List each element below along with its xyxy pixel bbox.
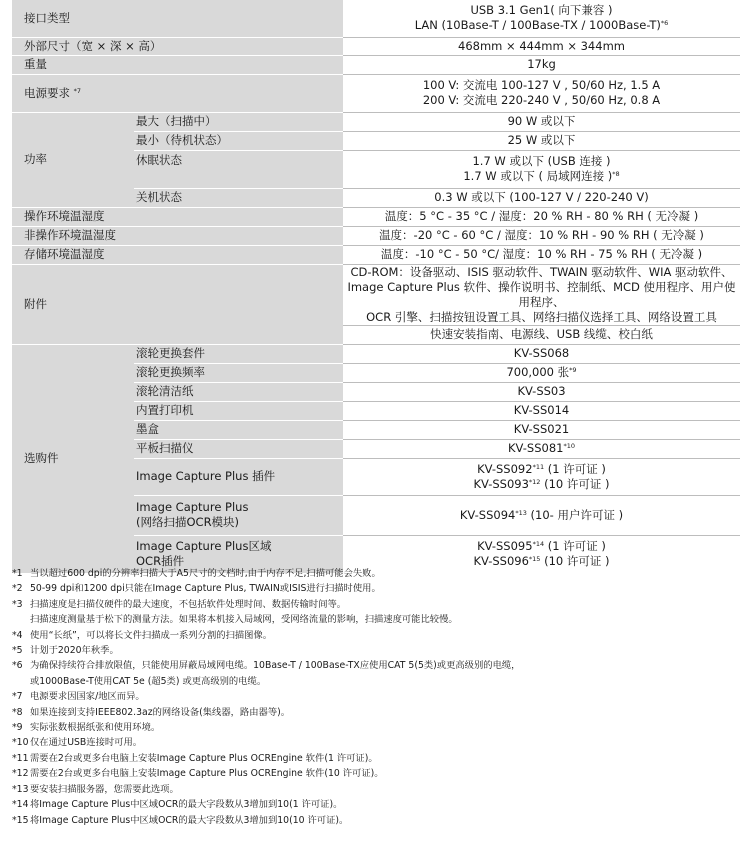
footnote: *3 扫描速度是扫描仪硬件的最大速度，不包括软件处理时间、数据传输时间等。 扫描速度测量基于松下的测量方法。如果将本机接入局域网，受网络流量的影响，扫描速度可能比较慢。 <box>12 598 458 626</box>
footnote-ref: *9 <box>569 366 577 374</box>
row-value: KV-SS092$^{*11}$ (1 许可证 ) KV-SS093$^{*12}$ (10 许可证 ) <box>343 458 740 495</box>
sub-label: 休眠状态 <box>134 150 343 188</box>
footnote: *4 使用“长纸”，可以将长文件扫描成一系列分割的扫描图像。 <box>12 629 273 641</box>
footnote-ref: *6 <box>660 19 669 28</box>
row-value: 0.3 W 或以下 (100-127 V / 220-240 V) <box>343 188 740 207</box>
row-label-options: 选购件 <box>12 344 134 573</box>
footnote: *15 将Image Capture Plus中区域OCR的最大字段数从3增加到10(10 许可证)。 <box>12 814 349 826</box>
row-label: 操作环境温湿度 <box>12 207 343 226</box>
footnote: *1 当以超过600 dpi的分辨率扫描大于A5尺寸的文档时,由于内存不足,扫描可能会失败。 <box>12 568 381 579</box>
row-nonoperating-env <box>12 226 740 245</box>
row-value: USB 3.1 Gen1( 向下兼容 ) LAN (10Base-T / 100Base-TX / 1000Base-T)$^{*6}$ <box>343 0 740 37</box>
footnote-ref: *7 <box>73 86 82 95</box>
row-label: 电源要求 $^{*7}$ <box>12 74 343 112</box>
row-label: 附件 <box>12 264 343 344</box>
footnote-ref: *8 <box>612 170 620 178</box>
row-power-max <box>12 112 740 131</box>
row-label: 外部尺寸（宽 × 深 × 高） <box>12 37 343 55</box>
footnote: *14 将Image Capture Plus中区域OCR的最大字段数从3增加到10(1 许可证)。 <box>12 799 343 811</box>
sub-label: 滚轮更换套件 <box>134 344 343 363</box>
sub-label: 关机状态 <box>134 188 343 207</box>
footnote: *11 需要在2台或更多台电脑上安装Image Capture Plus OCREngine 软件(1 许可证)。 <box>12 752 378 764</box>
row-value: 温度：-10 °C - 50 °C/ 湿度：10 % RH - 75 % RH ( 无冷凝 ) <box>343 245 740 264</box>
row-interface <box>12 0 740 37</box>
row-value: 快速安装指南、电源线、USB 线缆、校白纸 <box>343 325 740 344</box>
footnote: *2 50-99 dpi和1200 dpi只能在Image Capture Plus, TWAIN或ISIS进行扫描时使用。 <box>12 583 381 595</box>
row-value: KV-SS081$^{*10}$ <box>343 439 740 458</box>
row-operating-env <box>12 207 740 226</box>
footnote-ref: *12 <box>528 477 541 486</box>
spec-table <box>12 0 740 573</box>
row-value: 温度：5 °C - 35 °C / 湿度：20 % RH - 80 % RH ( 无冷凝 ) <box>343 207 740 226</box>
row-value: 温度：-20 °C - 60 °C / 湿度：10 % RH - 90 % RH ( 无冷凝 ) <box>343 226 740 245</box>
sub-label: 内置打印机 <box>134 401 343 420</box>
footnote: *7 电源要求因国家/地区而异。 <box>12 691 145 703</box>
sub-label: 墨盒 <box>134 420 343 439</box>
footnote: *6 为确保持续符合排放限值，只能使用屏蔽局域网电缆。10Base-T / 100Base-TX应使用CAT 5(5类)或更高级别的电缆， 或1000Base-T使用CAT 5e (超5类) 或更高级别的电缆。 <box>12 660 521 687</box>
footnote-ref: *14 <box>532 540 545 549</box>
row-value: KV-SS095$^{*14}$ (1 许可证 ) KV-SS096$^{*15}$ (10 许可证 ) <box>343 535 740 573</box>
sub-label: 平板扫描仪 <box>134 439 343 458</box>
footnote-ref: *11 <box>532 462 545 471</box>
row-value: 468mm × 444mm × 344mm <box>343 37 740 55</box>
row-value: 17kg <box>343 55 740 74</box>
footnote: *12 需要在2台或更多台电脑上安装Image Capture Plus OCREngine 软件(10 许可证)。 <box>12 768 384 780</box>
sub-label: Image Capture Plus 插件 <box>134 458 343 495</box>
sub-label: Image Capture Plus区域 OCR插件 <box>134 535 343 573</box>
row-opt-roller-kit <box>12 344 740 363</box>
row-value: KV-SS021 <box>343 420 740 439</box>
row-value: 90 W 或以下 <box>343 112 740 131</box>
row-label-power: 功率 <box>12 112 134 207</box>
footnote-ref: *13 <box>515 508 527 517</box>
row-value: 1.7 W 或以下 (USB 连接 ) 1.7 W 或以下 ( 局域网连接 )$^{*8}$ <box>343 150 740 188</box>
footnote: *13 要安装扫描服务器，您需要此选项。 <box>12 783 179 795</box>
row-weight <box>12 55 740 74</box>
sub-label: 最大（扫描中） <box>134 112 343 131</box>
sub-label: 滚轮更换频率 <box>134 363 343 382</box>
row-value: KV-SS068 <box>343 344 740 363</box>
footnote: *5 计划于2020年秋季。 <box>12 645 119 657</box>
sub-label: 滚轮清洁纸 <box>134 382 343 401</box>
sub-label: 最小（待机状态） <box>134 131 343 150</box>
row-storage-env <box>12 245 740 264</box>
row-value: 25 W 或以下 <box>343 131 740 150</box>
spec-sheet <box>12 0 740 573</box>
footnote: *8 如果连接到支持IEEE802.3az的网络设备(集线器，路由器等)。 <box>12 706 291 718</box>
row-power-requirement <box>12 74 740 112</box>
row-label: 接口类型 <box>12 0 343 37</box>
footnote-ref: *15 <box>528 555 541 564</box>
row-label: 非操作环境温湿度 <box>12 226 343 245</box>
row-label: 存储环境温湿度 <box>12 245 343 264</box>
row-accessories <box>12 264 740 325</box>
footnote: *9 实际张数根据纸张和使用环境。 <box>12 722 161 734</box>
row-value: CD-ROM：设备驱动、ISIS 驱动软件、TWAIN 驱动软件、WIA 驱动软件、 Image Capture Plus 软件、操作说明书、控制纸、MCD 使用程序、用户使用程序、 OCR 引擎、扫描按钮设置工具、网络扫描仪选择工具、网络设置工具 <box>343 264 740 325</box>
footnote-ref: *10 <box>563 442 575 450</box>
footnotes <box>12 566 740 828</box>
row-value: 700,000 张$^{*9}$ <box>343 363 740 382</box>
row-value: KV-SS094$^{*13}$ (10- 用户许可证 ) <box>343 495 740 535</box>
row-label: 重量 <box>12 55 343 74</box>
row-value: KV-SS014 <box>343 401 740 420</box>
sub-label: Image Capture Plus (网络扫描OCR模块) <box>134 495 343 535</box>
row-value: 100 V: 交流电 100-127 V , 50/60 Hz, 1.5 A 200 V: 交流电 220-240 V , 50/60 Hz, 0.8 A <box>343 74 740 112</box>
footnote: *10 仅在通过USB连接时可用。 <box>12 737 143 749</box>
row-value: KV-SS03 <box>343 382 740 401</box>
row-dimensions <box>12 37 740 55</box>
